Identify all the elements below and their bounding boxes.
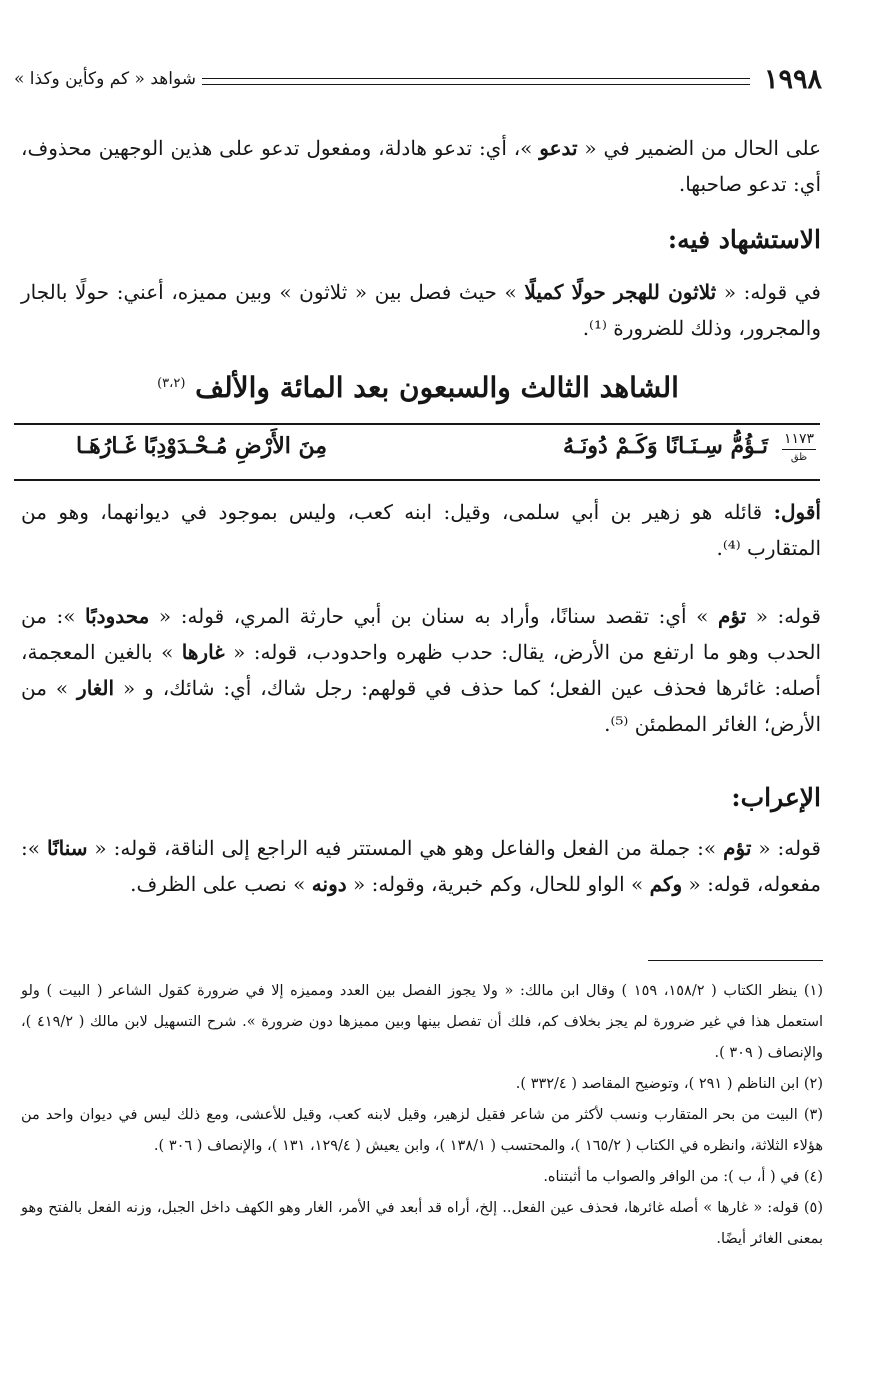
irab-heading: الإعراب: [731,783,821,812]
footnote-4: (٤) في ( أ، ب ): من الوافر والصواب ما أثبتناه. [543,1169,823,1185]
footnote-5: (٥) قوله: « غارها » أصله غائرها، فحذف عين الفعل.. إلخ، أراه قد أبعد في الأمر، الغار وهو الكهف داخل الجبل، وزنه الفعل بالفتح وهو بمعنى الغائر أيضًا. [21,1200,823,1247]
text-run: » من الأرض؛ الغائر المطمئن ⁽⁵⁾. [21,676,821,736]
text-run: »، أي: تدعو هادلة، ومفعول تدعو على هذين الوجهين محذوف، أي: تدعو صاحبها. [21,136,821,196]
text-run: على الحال من الضمير في « [577,136,821,160]
bold-term: سنانًا [46,836,88,860]
bold-term: تؤم [723,836,752,860]
running-title: شواهد « كم وكأين وكذا » [14,69,196,89]
bold-term: الغار [77,676,115,700]
istishhad-heading: الاستشهاد فيه: [667,225,821,254]
section-footnote-ref: (٣،٢) [157,376,186,391]
section-title-text: الشاهد الثالث والسبعون بعد المائة والألف [195,371,679,404]
text-run: قوله: « [746,604,821,628]
istishhad-paragraph [21,274,821,346]
bold-term: تدعو [539,136,578,160]
text-run: » أي: تقصد سنانًا، وأراد به سنان بن أبي حارثة المري، قوله: « [149,604,718,628]
text-run: قوله: « [751,836,821,860]
bold-term: وكم [649,872,683,896]
verse-second-hemistich: مِنَ الأَرْضِ مُـحْـدَوْدِبًا غَـارُهَـا [76,433,328,459]
intro-block [21,130,821,202]
istishhad-block [21,220,821,346]
aqulu-paragraph [21,494,821,566]
irab-block [21,778,821,902]
intro-paragraph [21,130,821,202]
verse-frame [14,423,820,481]
text-run: في قوله: « [716,280,821,304]
footnote-separator [648,960,823,961]
page-number: ١٩٩٨ [763,63,822,95]
header-double-rule [202,78,750,85]
bold-term: تؤم [717,604,747,628]
verse-first-hemistich: تَـؤُمُّ سِـنَـانًا وَكَـمْ دُونَـهُ [563,433,768,459]
text-run: قائله هو زهير بن أبي سلمى، وقيل: ابنه كعب، وليس بموجود في ديوانهما، وهو من المتقارب ⁽⁴⁾. [21,500,821,560]
footnotes [21,976,823,1255]
bold-term: ثلاثون للهجر حولًا كميلًا [524,280,717,304]
verse-meter-mark: ظق [782,449,816,466]
bold-term: محدودبًا [85,604,150,628]
text-run: »: مفعوله، قوله: « [21,836,821,896]
running-header [14,62,822,96]
text-run: » نصب على الظرف. [130,872,312,896]
bold-term: أقول: [773,500,821,524]
sharh-block [21,598,821,742]
aqulu-block [21,494,821,566]
section-title [14,368,822,408]
verse-number-text: ١١٧٣ [783,431,815,447]
bold-term: دونه [311,872,347,896]
bold-term: غارها [181,640,225,664]
text-run: »: من الحدب وهو ما ارتفع من الأرض، يقال: حدب ظهره واحدودب، قوله: « [21,604,821,664]
footnote-3: (٣) البيت من بحر المتقارب ونسب لأكثر من شاعر فقيل لزهير، وقيل لابنه كعب، وقيل للأعشى، ومع ذلك ليس في ديوان واحد من هؤلاء الثلاثة، وانظره في الكتاب ( ١٦٥/٢ )، والمحتسب ( ١٣٨/١ )، وابن يعيش ( ١٢٩/٤، ١٣١ )، والإنصاف ( ٣٠٦ ). [21,1107,823,1154]
footnote-1: (١) ينظر الكتاب ( ١٥٨/٢، ١٥٩ ) وقال ابن مالك: « ولا يجوز الفصل بين العدد ومميزه إلا في ضرورة كقول الشاعر ( البيت ) ولو استعمل هذا في غير ضرورة لم يجز بخلاف كم، فلك أن تفصل بينها وبين مميزها دون ضرورة ». شرح التسهيل لابن مالك ( ٤١٩/٢ )، والإنصاف ( ٣٠٩ ). [21,983,823,1061]
text-run: » الواو للحال، وكم خبرية، وقوله: « [346,872,650,896]
irab-paragraph [21,830,821,902]
text-run: » بالغين المعجمة، أصله: غائرها فحذف عين الفعل؛ كما حذف في قولهم: رجل شاك، أي: شائك، و « [21,640,821,700]
footnote-2: (٢) ابن الناظم ( ٢٩١ )، وتوضيح المقاصد ( ٣٣٢/٤ ). [515,1076,823,1092]
verse-number [782,431,816,466]
text-run: » حيث فصل بين « ثلاثون » وبين مميزه، أعني: حولًا بالجار والمجرور، وذلك للضرورة ⁽¹⁾. [21,280,821,340]
sharh-paragraph [21,598,821,742]
text-run: »: جملة من الفعل والفاعل وهو هي المستتر فيه الراجع إلى الناقة، قوله: « [87,836,724,860]
